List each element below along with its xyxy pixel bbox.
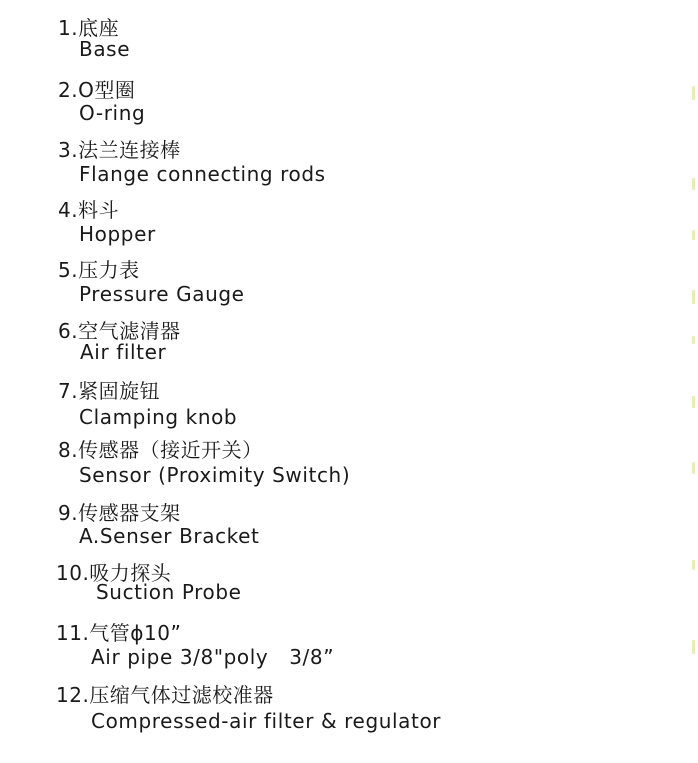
part-name-en: Flange connecting rods (79, 162, 326, 186)
part-name-zh: 8.传感器（接近开关） (58, 438, 263, 462)
part-name-zh: 4.料斗 (58, 198, 120, 222)
part-name-zh: 3.法兰连接棒 (58, 138, 181, 162)
part-name-zh: 10.吸力探头 (56, 561, 172, 585)
part-name-en: O-ring (79, 101, 146, 125)
part-name-en: Base (79, 37, 131, 61)
part-name-en: Clamping knob (79, 405, 238, 429)
part-name-en: A.Senser Bracket (79, 524, 260, 548)
part-name-en: Suction Probe (96, 580, 242, 604)
part-name-zh: 6.空气滤清器 (58, 319, 181, 343)
part-name-zh: 5.压力表 (58, 258, 140, 282)
part-name-en: Sensor (Proximity Switch) (79, 463, 351, 487)
part-name-zh: 2.O型圈 (58, 78, 136, 102)
part-name-en: Air pipe 3/8"poly 3/8” (91, 645, 335, 669)
part-name-zh: 12.压缩气体过滤校准器 (56, 683, 274, 707)
part-name-en: Compressed-air filter & regulator (91, 709, 442, 733)
part-name-en: Air filter (80, 340, 167, 364)
part-name-en: Hopper (79, 222, 156, 246)
part-name-zh: 9.传感器支架 (58, 501, 181, 525)
part-name-en: Pressure Gauge (79, 282, 245, 306)
part-name-zh: 7.紧固旋钮 (58, 379, 161, 403)
part-name-zh: 11.气管ϕ10” (56, 621, 182, 645)
part-name-zh: 1.底座 (58, 16, 120, 40)
